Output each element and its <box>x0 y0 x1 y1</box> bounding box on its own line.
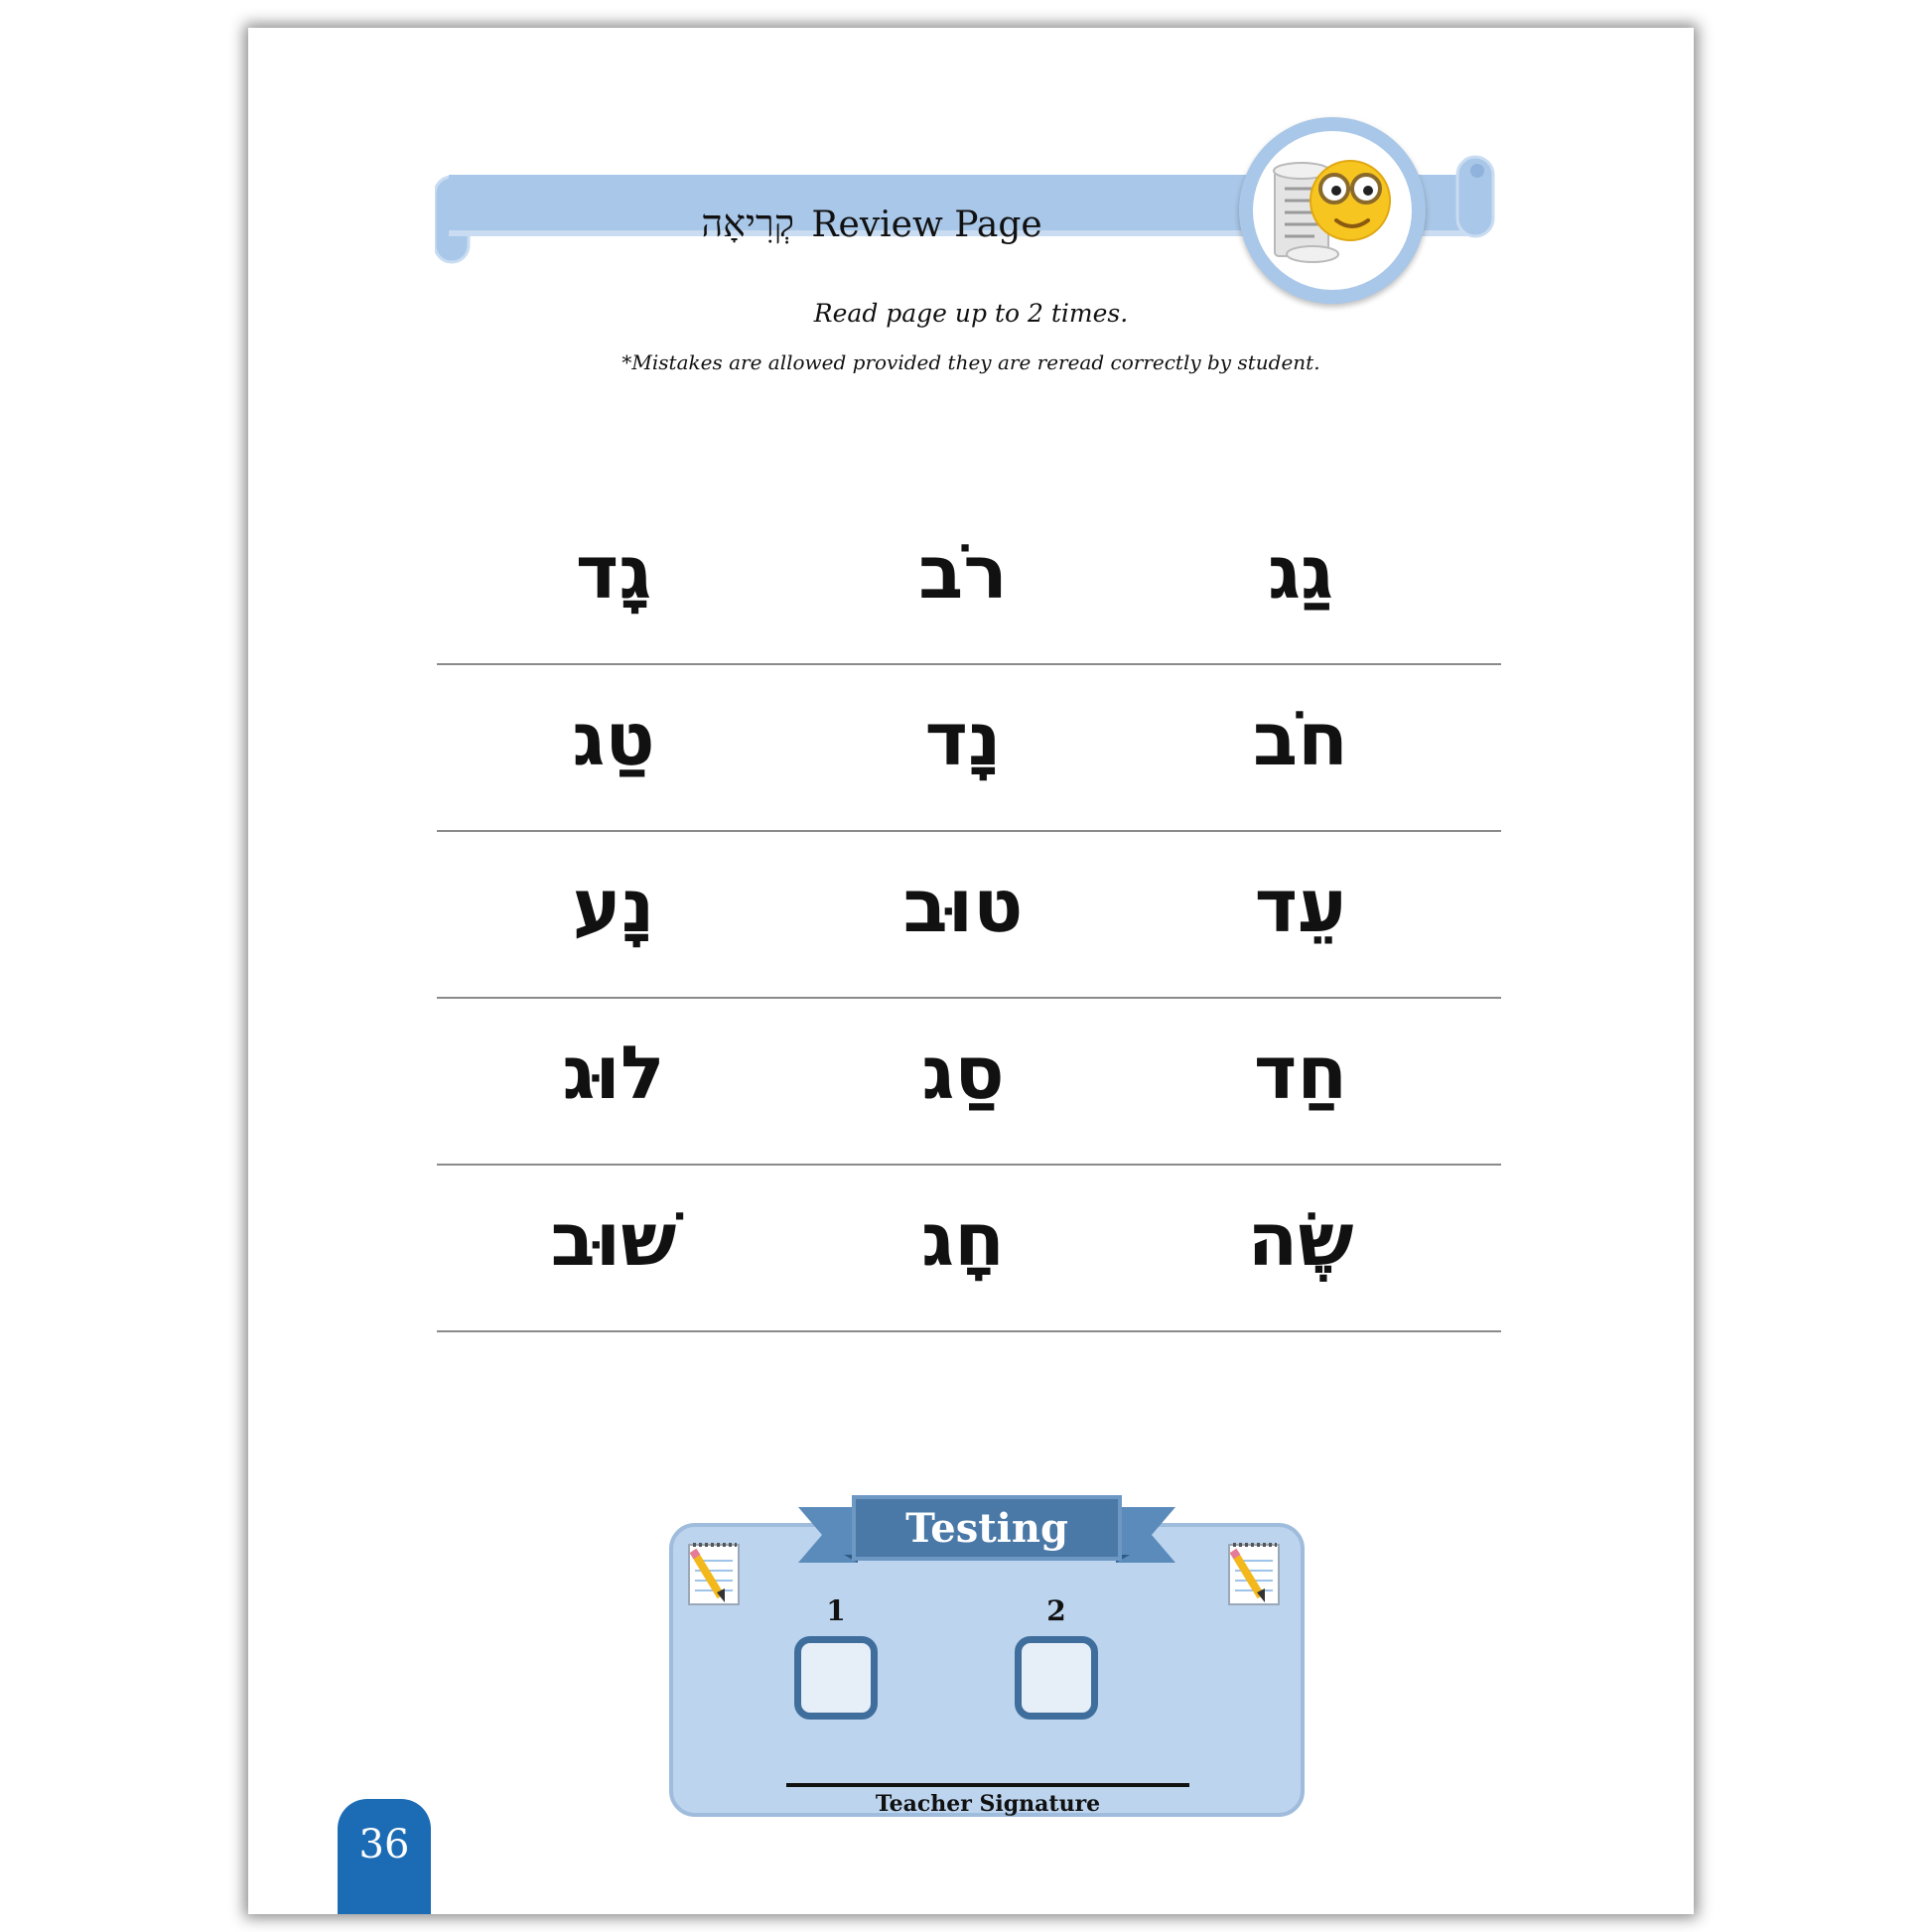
word-cell: שֶׂה <box>1247 1197 1354 1283</box>
word-row <box>437 665 1501 832</box>
word-row <box>437 498 1501 665</box>
word-cell: סַג <box>921 1031 1005 1116</box>
word-cell: טוּב <box>902 864 1024 949</box>
testing-title: Testing <box>905 1505 1068 1552</box>
worksheet-page <box>248 28 1694 1914</box>
notepad-pencil-icon <box>683 1537 745 1608</box>
testing-ribbon <box>798 1493 1175 1573</box>
signature-label: Teacher Signature <box>875 1791 1101 1817</box>
word-cell: גָד <box>575 530 652 616</box>
reading-emblem <box>1239 117 1426 304</box>
word-grid <box>437 498 1501 1332</box>
word-cell: גַג <box>1267 530 1334 616</box>
word-cell: חֹב <box>1253 697 1348 782</box>
title-text: Review Page <box>811 205 1042 245</box>
page-title <box>534 197 1209 250</box>
notepad-pencil-icon <box>1223 1537 1285 1608</box>
instruction-read-times: Read page up to 2 times. <box>813 299 1129 328</box>
word-cell: לוּג <box>562 1031 665 1116</box>
word-cell: רֹב <box>918 530 1008 616</box>
page-number-tab: 36 <box>338 1799 431 1914</box>
signature-line[interactable] <box>786 1783 1189 1787</box>
word-row <box>437 999 1501 1166</box>
word-cell: עֵד <box>1254 864 1347 949</box>
word-cell: חַד <box>1253 1031 1348 1116</box>
attempt-2-label: 2 <box>1046 1594 1066 1627</box>
word-cell: טַג <box>572 697 655 782</box>
word-cell: נָד <box>924 697 1002 782</box>
attempt-1-label: 1 <box>826 1594 846 1627</box>
testing-panel <box>669 1493 1311 1821</box>
word-row <box>437 832 1501 999</box>
word-row <box>437 1166 1501 1332</box>
attempt-1-checkbox[interactable] <box>794 1636 878 1720</box>
word-cell: חָג <box>921 1197 1005 1283</box>
instruction-mistakes-note: *Mistakes are allowed provided they are reread correctly by student. <box>621 350 1320 374</box>
word-cell: שׁוּב <box>550 1197 677 1283</box>
hebrew-title: קְרִיאָה <box>701 202 794 245</box>
attempt-2-checkbox[interactable] <box>1015 1636 1098 1720</box>
word-cell: נָע <box>572 864 655 949</box>
reading-smiley-icon <box>1253 131 1412 290</box>
